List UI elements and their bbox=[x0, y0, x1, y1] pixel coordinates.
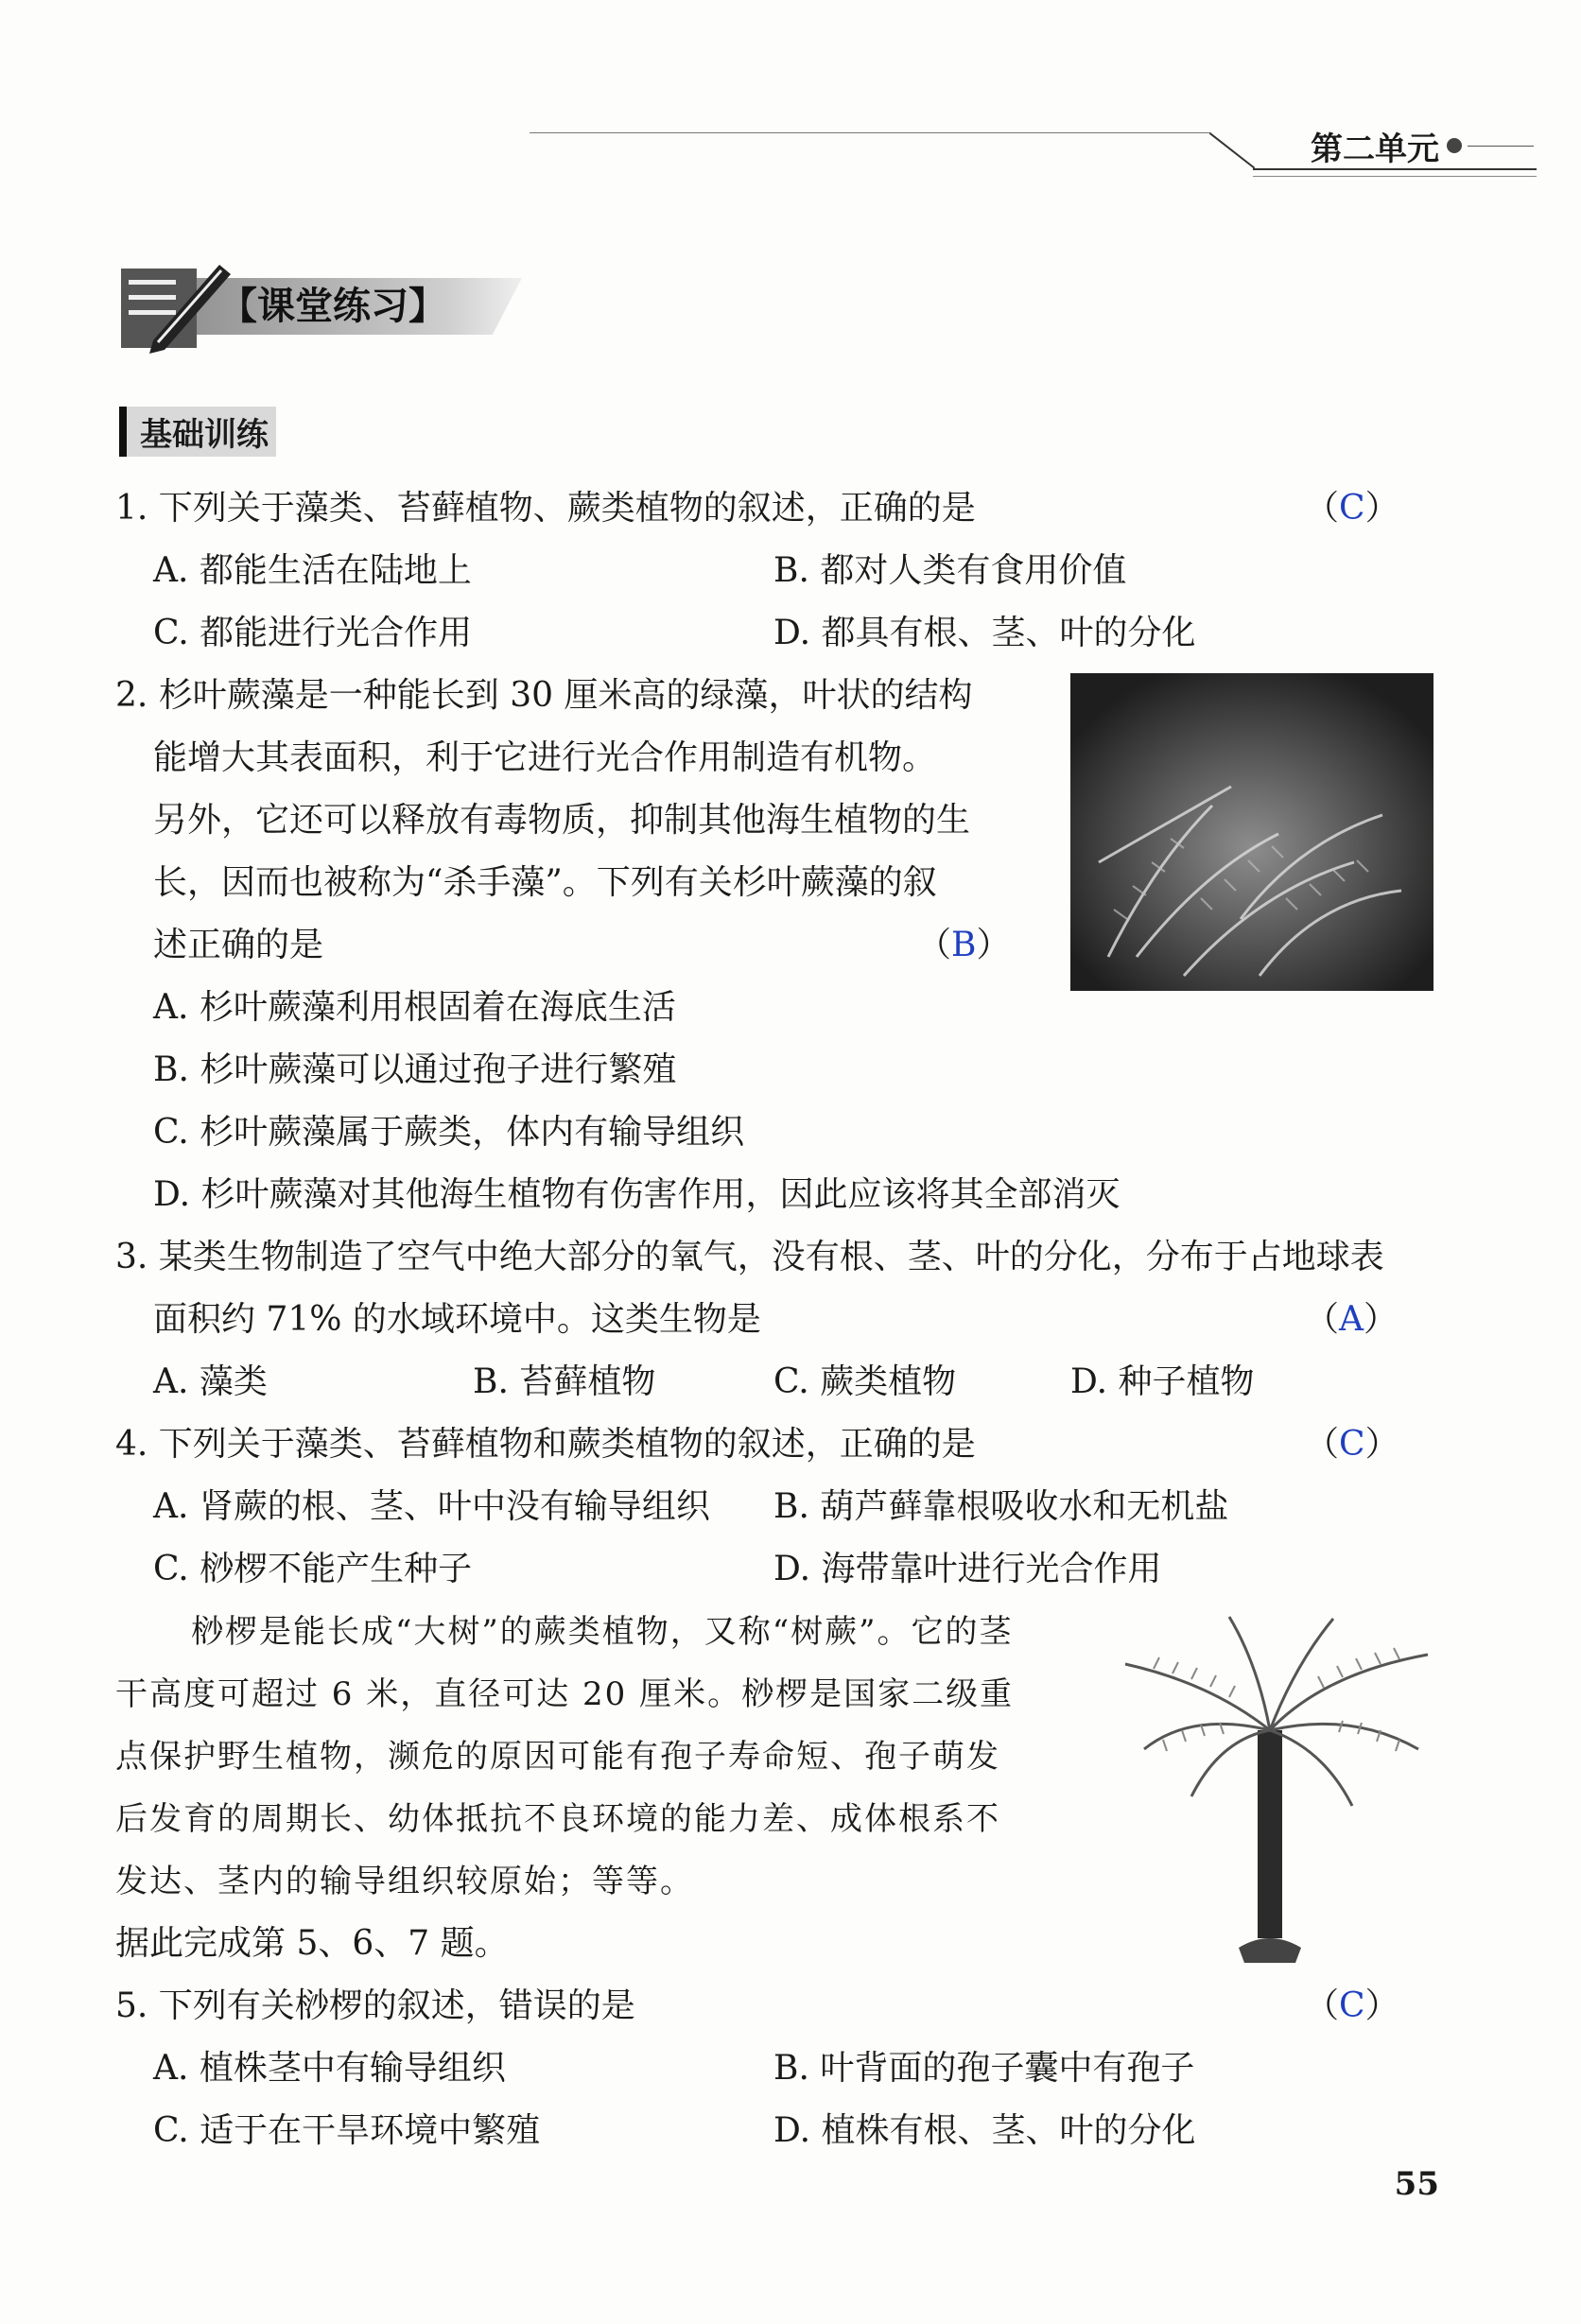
question-3-option-a: A. 藻类 bbox=[153, 1362, 268, 1401]
question-2-answer: B bbox=[951, 926, 977, 964]
question-5-option-c: C. 适于在干旱环境中繁殖 bbox=[153, 2111, 541, 2150]
passage-line: 点保护野生植物，濒危的原因可能有孢子寿命短、孢子萌发 bbox=[115, 1738, 1000, 1776]
header-rule bbox=[530, 132, 1210, 133]
question-1-option-b: B. 都对人类有食用价值 bbox=[773, 551, 1127, 590]
header-bullet-icon bbox=[1447, 138, 1462, 153]
question-2-stem-line: 述正确的是 bbox=[153, 926, 324, 964]
section-banner bbox=[115, 257, 522, 356]
question-2-option-d: D. 杉叶蕨藻对其他海生植物有伤害作用，因此应该将其全部消灭 bbox=[153, 1175, 1121, 1214]
question-2-option-a: A. 杉叶蕨藻利用根固着在海底生活 bbox=[153, 988, 676, 1027]
question-3-answer-bracket: （A） bbox=[1305, 1300, 1399, 1339]
tree-fern-photo bbox=[1116, 1607, 1437, 1967]
question-4-option-d: D. 海带靠叶进行光合作用 bbox=[773, 1550, 1162, 1588]
question-5-option-d: D. 植株有根、茎、叶的分化 bbox=[773, 2111, 1196, 2150]
question-2-option-b: B. 杉叶蕨藻可以通过孢子进行繁殖 bbox=[153, 1050, 677, 1089]
passage-line: 发达、茎内的输导组织较原始；等等。 bbox=[115, 1863, 694, 1900]
question-3-option-c: C. 蕨类植物 bbox=[773, 1362, 957, 1401]
passage-line: 后发育的周期长、幼体抵抗不良环境的能力差、成体根系不 bbox=[115, 1800, 1000, 1838]
question-2-stem-line: 2. 杉叶蕨藻是一种能长到 30 厘米高的绿藻，叶状的结构 bbox=[115, 676, 973, 715]
passage-line: 干高度可超过 6 米，直径可达 20 厘米。桫椤是国家二级重 bbox=[115, 1675, 1015, 1713]
question-4-option-c: C. 桫椤不能产生种子 bbox=[153, 1550, 473, 1588]
question-5-answer: C bbox=[1339, 1986, 1365, 2025]
algae-photo bbox=[1070, 673, 1433, 991]
question-3-answer: A bbox=[1339, 1300, 1364, 1339]
header-rule bbox=[1253, 176, 1537, 177]
question-3-option-b: B. 苔藓植物 bbox=[473, 1362, 656, 1401]
question-4-answer-bracket: （C） bbox=[1305, 1425, 1399, 1464]
unit-header: 第二单元 bbox=[1311, 130, 1439, 168]
question-3-stem-line: 3. 某类生物制造了空气中绝大部分的氧气，没有根、茎、叶的分化，分布于占地球表 bbox=[115, 1238, 1384, 1276]
question-4-answer: C bbox=[1339, 1425, 1365, 1464]
question-5-option-b: B. 叶背面的孢子囊中有孢子 bbox=[773, 2049, 1195, 2088]
question-1-option-c: C. 都能进行光合作用 bbox=[153, 614, 473, 652]
question-2-stem-line: 长，因而也被称为“杀手藻”。下列有关杉叶蕨藻的叙 bbox=[153, 863, 937, 902]
question-1-stem: 1. 下列关于藻类、苔藓植物、蕨类植物的叙述，正确的是 bbox=[115, 489, 976, 528]
question-1-option-d: D. 都具有根、茎、叶的分化 bbox=[773, 614, 1196, 652]
question-4-stem: 4. 下列关于藻类、苔藓植物和蕨类植物的叙述，正确的是 bbox=[115, 1425, 976, 1464]
question-4-option-b: B. 葫芦藓靠根吸收水和无机盐 bbox=[773, 1487, 1229, 1526]
passage-line: 桫椤是能长成“大树”的蕨类植物，又称“树蕨”。它的茎 bbox=[191, 1613, 1014, 1651]
question-1-option-a: A. 都能生活在陆地上 bbox=[153, 551, 472, 590]
header-rule bbox=[1468, 146, 1534, 147]
question-5-stem: 5. 下列有关桫椤的叙述，错误的是 bbox=[115, 1986, 635, 2025]
question-2-option-c: C. 杉叶蕨藻属于蕨类，体内有输导组织 bbox=[153, 1113, 745, 1152]
header-rule bbox=[1209, 132, 1256, 169]
question-4-option-a: A. 肾蕨的根、茎、叶中没有输导组织 bbox=[153, 1487, 710, 1526]
question-3-stem-line: 面积约 71% 的水域环境中。这类生物是 bbox=[153, 1300, 761, 1339]
question-2-stem-line: 另外，它还可以释放有毒物质，抑制其他海生植物的生 bbox=[153, 801, 971, 840]
question-1-answer: C bbox=[1339, 489, 1365, 528]
subsection-title: 基础训练 bbox=[119, 407, 276, 457]
question-5-option-a: A. 植株茎中有输导组织 bbox=[153, 2049, 506, 2088]
question-2-answer-bracket: （B） bbox=[917, 926, 1011, 964]
question-1-answer-bracket: （C） bbox=[1305, 489, 1399, 528]
passage-instruction: 据此完成第 5、6、7 题。 bbox=[115, 1924, 509, 1963]
page-number: 55 bbox=[1394, 2165, 1439, 2203]
question-2-stem-line: 能增大其表面积，利于它进行光合作用制造有机物。 bbox=[153, 738, 937, 777]
question-3-option-d: D. 种子植物 bbox=[1070, 1362, 1255, 1401]
question-5-answer-bracket: （C） bbox=[1305, 1986, 1399, 2025]
section-title: 【课堂练习】 bbox=[219, 285, 446, 328]
